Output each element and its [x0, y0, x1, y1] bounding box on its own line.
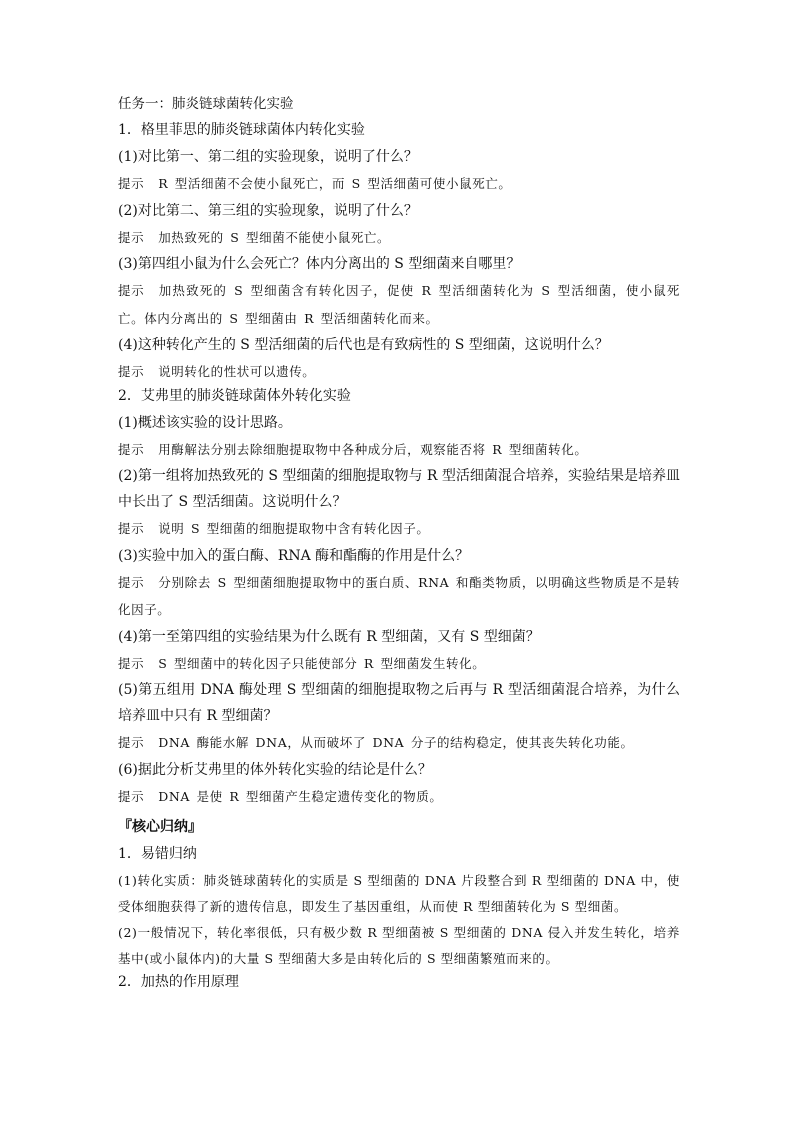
- core-item-2: (2)一般情况下，转化率很低，只有极少数 R 型细菌被 S 型细菌的 DNA 侵入并发生转化，培养基中(或小鼠体内)的大量 S 型细菌大多是由转化后的 S 型细菌繁殖而来的。: [118, 925, 680, 966]
- answer-text: S 型细菌中的转化因子只能使部分 R 型细菌发生转化。: [158, 655, 486, 671]
- question-2-6: (6)据此分析艾弗里的体外转化实验的结论是什么？: [118, 761, 432, 778]
- answer-label: 提示: [118, 655, 145, 671]
- document-page: [118, 94, 680, 996]
- answer-1-4: [118, 358, 680, 386]
- answer-2-3: [118, 569, 680, 624]
- question-2-4: (4)第一至第四组的实验结果为什么既有 R 型细菌，又有 S 型细菌？: [118, 628, 540, 645]
- answer-2-2: [118, 515, 680, 543]
- answer-text: 加热致死的 S 型细菌含有转化因子，促使 R 型活细菌转化为 S 型活细菌，使小鼠死亡。体内分离出的 S 型细菌由 R 型活细菌转化而来。: [118, 283, 680, 326]
- question-1-4: (4)这种转化产生的 S 型活细菌的后代也是有致病性的 S 型细菌，这说明什么？: [118, 337, 609, 353]
- answer-label: 提示: [118, 735, 145, 750]
- question-1-1: (1)对比第一、第二组的实验现象，说明了什么？: [118, 149, 418, 165]
- answer-2-1: [118, 436, 680, 464]
- answer-label: 提示: [118, 176, 145, 191]
- answer-text: 分别除去 S 型细菌细胞提取物中的蛋白质、RNA 和酯类物质，以明确这些物质是不是转化因子。: [118, 574, 680, 617]
- answer-label: 提示: [118, 574, 145, 590]
- core-summary-title: 『核心归纳』: [118, 819, 202, 835]
- answer-label: 提示: [118, 364, 145, 379]
- answer-label: 提示: [118, 521, 145, 536]
- answer-2-6: [118, 783, 680, 811]
- answer-2-5: [118, 729, 680, 757]
- core-item-1: (1)转化实质：肺炎链球菌转化的实质是 S 型细菌的 DNA 片段整合到 R 型细菌的 DNA 中，使受体细胞获得了新的遗传信息，即发生了基因重组，从而使 R 型细菌转化为 S 型细菌。: [118, 873, 680, 914]
- question-1-3: (3)第四组小鼠为什么会死亡？体内分离出的 S 型细菌来自哪里？: [118, 256, 521, 272]
- question-2-1: (1)概述该实验的设计思路。: [118, 414, 292, 431]
- answer-label: 提示: [118, 788, 145, 804]
- answer-label: 提示: [118, 283, 145, 298]
- answer-text: 说明 S 型细菌的细胞提取物中含有转化因子。: [158, 521, 430, 536]
- answer-2-4: [118, 650, 680, 678]
- answer-1-1: [118, 170, 680, 198]
- task-title: 任务一：肺炎链球菌转化实验: [118, 96, 294, 112]
- core-heading-heating: 2．加热的作用原理: [118, 974, 239, 990]
- answer-text: R 型活细菌不会使小鼠死亡，而 S 型活细菌可使小鼠死亡。: [158, 176, 512, 191]
- question-2-3: (3)实验中加入的蛋白酶、RNA 酶和酯酶的作用是什么？: [118, 547, 470, 564]
- answer-text: DNA 是使 R 型细菌产生稳定遗传变化的物质。: [158, 788, 443, 804]
- answer-label: 提示: [118, 441, 145, 457]
- answer-1-3: [118, 277, 680, 332]
- answer-text: DNA 酶能水解 DNA，从而破坏了 DNA 分子的结构稳定，使其丧失转化功能。: [158, 735, 634, 750]
- answer-text: 说明转化的性状可以遗传。: [158, 364, 316, 379]
- section-heading-avery: 2．艾弗里的肺炎链球菌体外转化实验: [118, 387, 351, 404]
- core-heading-errors: 1．易错归纳: [118, 846, 197, 862]
- section-heading-griffith: 1．格里菲思的肺炎链球菌体内转化实验: [118, 122, 365, 138]
- question-1-2: (2)对比第二、第三组的实验现象，说明了什么？: [118, 202, 418, 219]
- answer-label: 提示: [118, 229, 145, 245]
- answer-text: 加热致死的 S 型细菌不能使小鼠死亡。: [158, 229, 391, 245]
- question-2-2: (2)第一组将加热致死的 S 型细菌的细胞提取物与 R 型活细菌混合培养，实验结果是培养皿中长出了 S 型活细菌。这说明什么？: [118, 468, 680, 510]
- question-2-5: (5)第五组用 DNA 酶处理 S 型细菌的细胞提取物之后再与 R 型活细菌混合培养，为什么培养皿中只有 R 型细菌？: [118, 682, 680, 724]
- answer-text: 用酶解法分别去除细胞提取物中各种成分后，观察能否将 R 型细菌转化。: [158, 441, 588, 457]
- answer-1-2: [118, 224, 680, 252]
